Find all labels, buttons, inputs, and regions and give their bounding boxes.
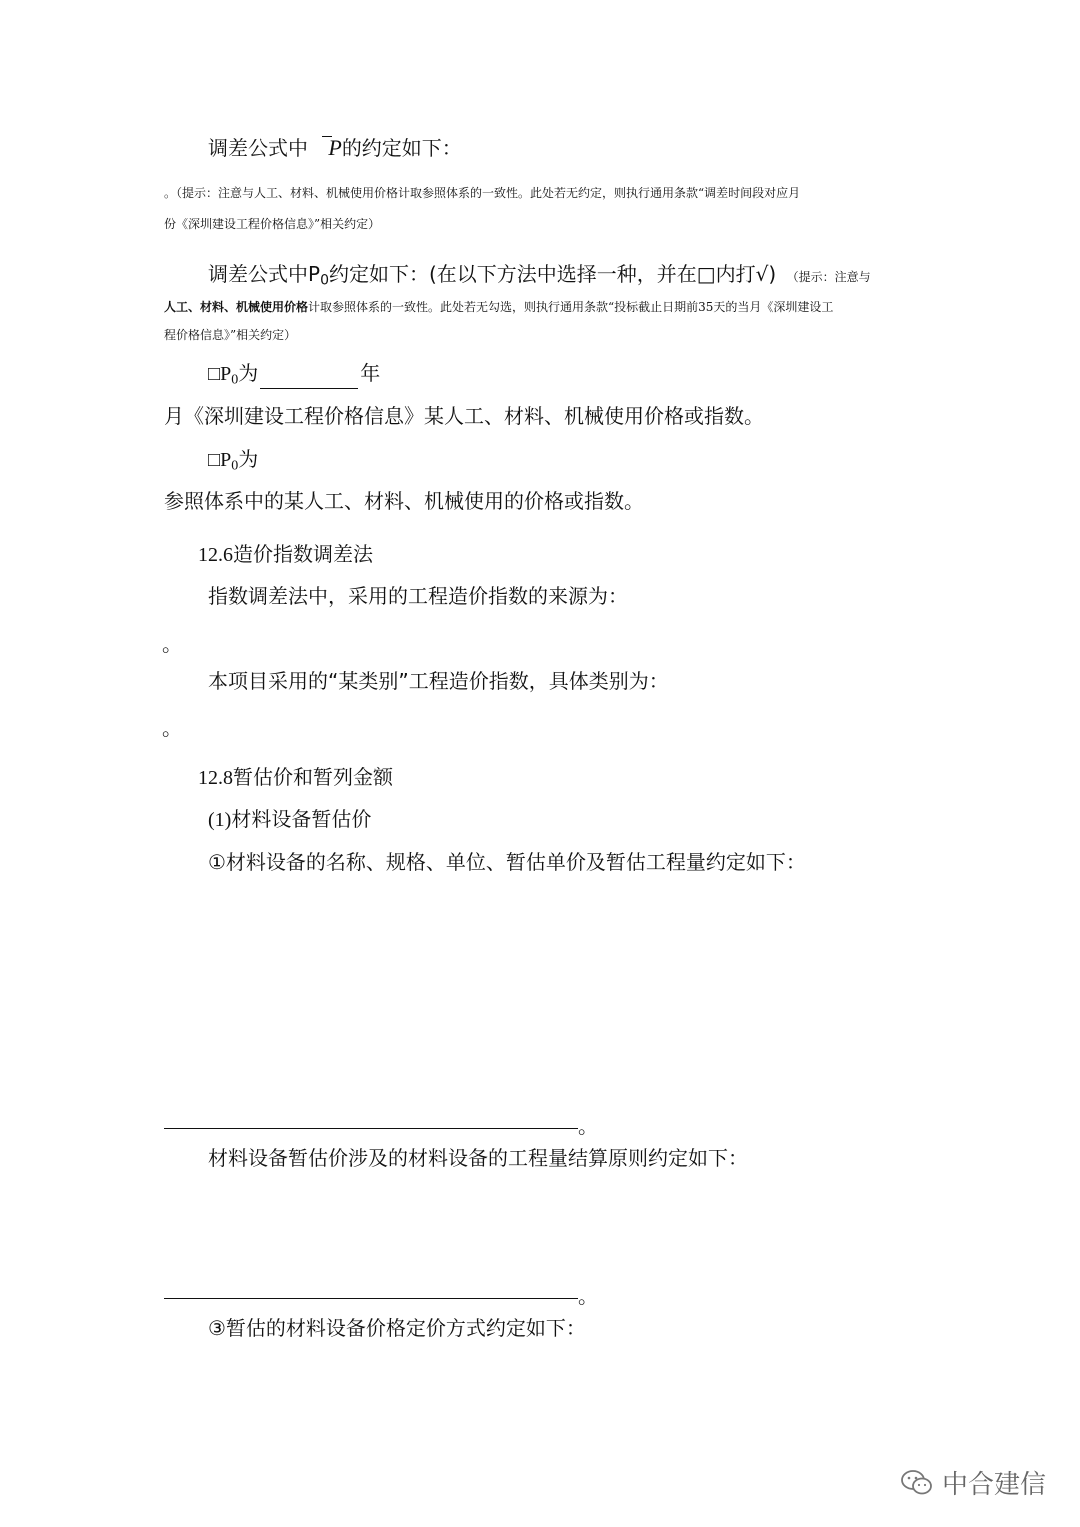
period-mark-3: 。 [578, 1114, 598, 1138]
option-2-checkbox-label[interactable]: □P [208, 449, 232, 471]
p0-hint-inline: （提示：注意与 [786, 270, 871, 284]
period-mark-2: 。 [162, 716, 182, 740]
section-12-6-heading: 12.6造价指数调差法 [198, 544, 373, 566]
item-3-text: ③暂估的材料设备价格定价方式约定如下： [208, 1316, 586, 1340]
subsection-1-heading: (1)材料设备暂估价 [208, 809, 372, 831]
hint-2-line-2: 程价格信息》”相关约定） [164, 328, 297, 342]
p-bar-suffix: 的约定如下： [341, 136, 462, 160]
option-1-year-blank[interactable] [260, 370, 358, 389]
option-2-continuation: 参照体系中的某人工、材料、机械使用的价格或指数。 [164, 489, 644, 513]
hint-1-line-2: 份《深圳建设工程价格信息》”相关约定） [164, 217, 381, 231]
option-1-year-label: 年 [360, 363, 381, 385]
watermark [900, 1464, 1046, 1501]
period-mark-4: 。 [578, 1284, 598, 1308]
item-1-text: ①材料设备的名称、规格、单位、暂估单价及暂估工程量约定如下： [208, 850, 806, 874]
option-2[interactable] [208, 443, 258, 475]
index-source-text: 指数调差法中，采用的工程造价指数的来源为： [208, 584, 628, 608]
option-2-mid: 为 [238, 449, 259, 471]
index-category-text: 本项目采用的“某类别”工程造价指数，具体类别为： [208, 669, 669, 693]
hint-2-bold: 人工、材料、机械使用价格 [164, 300, 309, 314]
option-1-continuation: 月《深圳建设工程价格信息》某人工、材料、机械使用价格或指数。 [164, 404, 764, 428]
item-2-fill-line[interactable] [164, 1298, 578, 1299]
p0-clause [208, 258, 871, 289]
p0-subscript: 0 [320, 272, 329, 289]
hint-2-line-1 [164, 298, 833, 315]
option-1[interactable] [208, 357, 380, 389]
p0-suffix: 约定如下：(在以下方法中选择一种，并在□内打√) [328, 262, 777, 286]
p-bar-symbol: P [328, 135, 342, 160]
option-2-subscript: 0 [231, 458, 239, 474]
wechat-icon [900, 1469, 934, 1497]
p-bar-prefix: 调差公式中 [208, 136, 308, 160]
option-1-subscript: 0 [231, 372, 239, 388]
hint-1-line-1: 。（提示：注意与人工、材料、机械使用价格计取参照体系的一致性。此处若无约定，则执行通用条款“调差时间段对应月 [164, 186, 801, 200]
option-1-checkbox-label[interactable]: □P [208, 363, 232, 385]
period-mark-1: 。 [162, 632, 182, 656]
hint-2-rest: 计取参照体系的一致性。此处若无勾选，则执行通用条款“投标截止日期前35天的当月《深圳建设工 [308, 300, 834, 314]
item-2-text: 材料设备暂估价涉及的材料设备的工程量结算原则约定如下： [208, 1146, 748, 1170]
p0-prefix: 调差公式中P [208, 262, 321, 286]
item-1-fill-line[interactable] [164, 1128, 578, 1129]
p-bar-clause [208, 132, 462, 161]
watermark-text: 中合建信 [941, 1470, 1046, 1500]
section-12-8-heading: 12.8暂估价和暂列金额 [198, 767, 393, 789]
option-1-mid: 为 [238, 363, 259, 385]
